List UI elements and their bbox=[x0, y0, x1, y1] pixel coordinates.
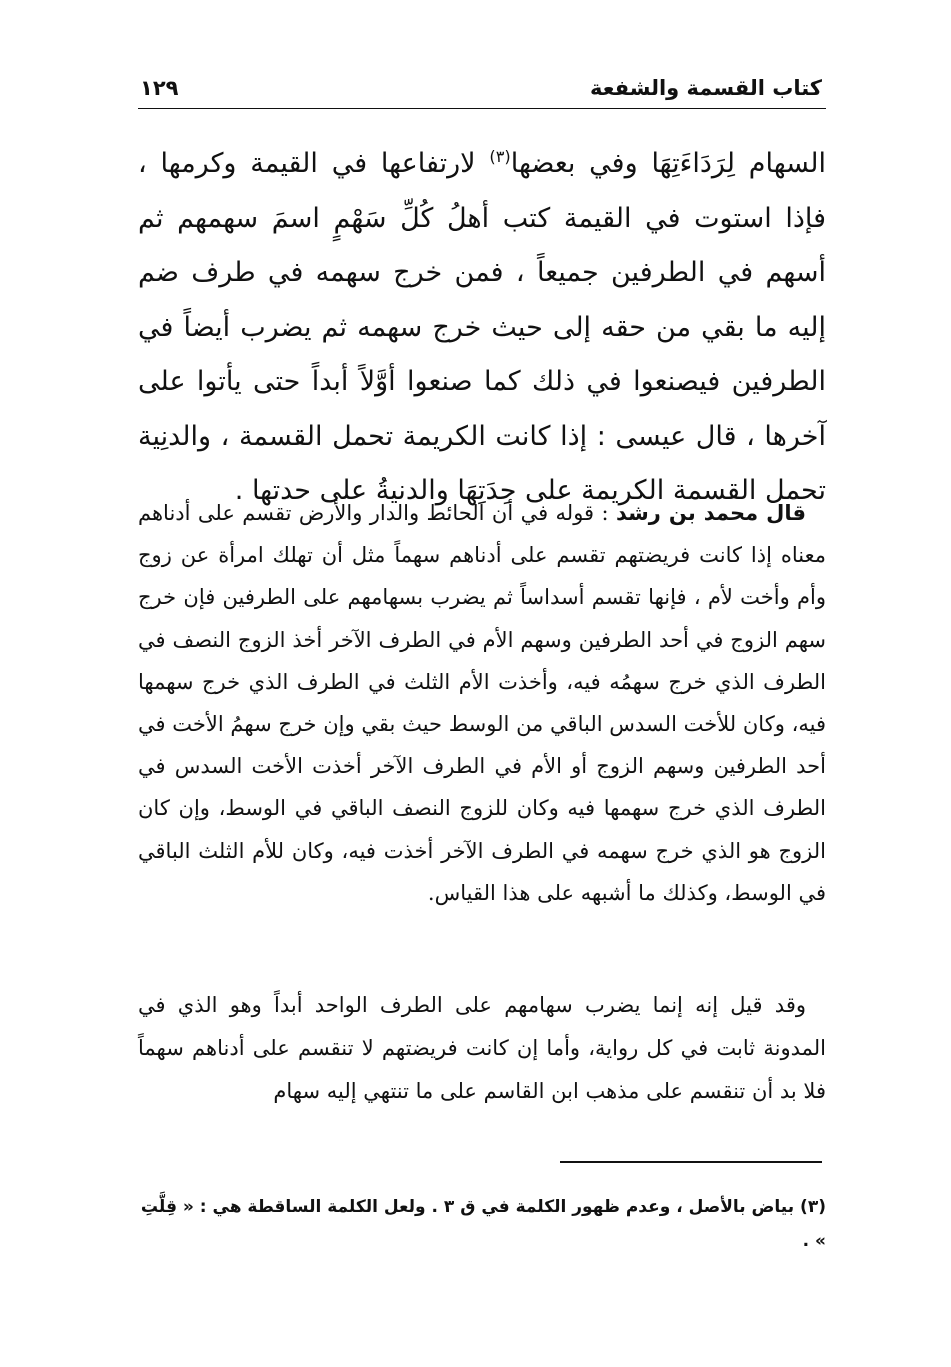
commentator-name: قال محمد بن رشد bbox=[616, 501, 806, 525]
page-number: ١٢٩ bbox=[140, 76, 179, 100]
header-rule bbox=[138, 108, 826, 109]
paragraph-3-text: وقد قيل إنه إنما يضرب سهامهم على الطرف الواحد أبداً وهو الذي في المدونة ثابت في كل رواية، وأما إن كانت فريضتهم لا تنقسم على أدناهم سهماً فلا بد أن تنقسم على مذهب ابن القاسم على ما تنتهي إليه سهام bbox=[138, 993, 826, 1103]
paragraph-1-start: السهام لِرَدَاءَتِهَا وفي بعضها bbox=[510, 148, 826, 179]
footnote-rule bbox=[560, 1161, 822, 1163]
paragraph-1 bbox=[138, 130, 826, 519]
book-title: كتاب القسمة والشفعة bbox=[590, 76, 822, 100]
footnote-reference: (٣) bbox=[489, 147, 511, 166]
footnote-marker: (٣) bbox=[800, 1197, 826, 1217]
footnote-text: بياض بالأصل ، وعدم ظهور الكلمة في ق ٣ . ولعل الكلمة الساقطة هي : « قِلَّتِ » . bbox=[140, 1197, 826, 1251]
paragraph-3 bbox=[138, 984, 826, 1113]
running-header bbox=[140, 70, 822, 106]
paragraph-1-rest: لارتفاعها في القيمة وكرمها ، فإذا استوت في القيمة كتب أهلُ كُلِّ سَهْمٍ اسمَ سهمهم ثم أسهم في الطرفين جميعاً ، فمن خرج سهمه في طرف ضم إليه ما بقي من حقه إلى حيث خرج سهمه ثم يضرب أيضاً في الطرفين فيصنعوا في ذلك كما صنعوا أوَّلاً أبداً حتى يأتوا على آخرها ، قال عيسى : إذا كانت الكريمة تحمل القسمة ، والدنِية تحمل القسمة الكريمة على حِدَتِهَا والدنيةُ على حدتها . bbox=[138, 148, 826, 506]
paragraph-2 bbox=[138, 492, 826, 914]
paragraph-2-text: : قوله في أن الحائط والدار والأرض تقسم على أدناهم معناه إذا كانت فريضتهم تقسم على أدناهم سهماً مثل أن تهلك امرأة عن زوج وأم وأخت لأم ، فإنها تقسم أسداساً ثم يضرب بسهامهم على الطرفين فإن خرج سهم الزوج في أحد الطرفين وسهم الأم في الطرف الآخر أخذ الزوج النصف في الطرف الذي خرج سهمُه فيه، وأخذت الأم الثلث في الطرف الذي خرج سهمها فيه، وكان للأخت السدس الباقي من الوسط حيث بقي وإن خرج سهمُ الأخت في أحد الطرفين وسهم الزوج أو الأم في الطرف الآخر أخذت الأخت السدس في الطرف الذي خرج سهمها فيه وكان للزوج النصف الباقي في الوسط، وإن كان الزوج هو الذي خرج سهمه في الطرف الآخر أخذت فيه، وكان للأم الثلث الباقي في الوسط، وكذلك ما أشبهه على هذا القياس. bbox=[138, 501, 826, 905]
footnote bbox=[138, 1190, 826, 1258]
